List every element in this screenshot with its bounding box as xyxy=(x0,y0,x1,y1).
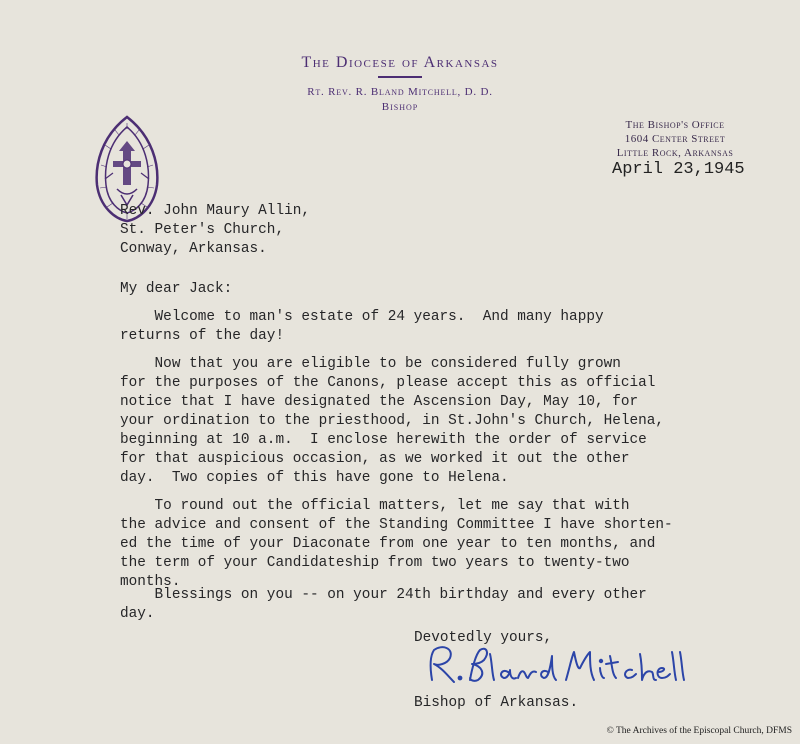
paragraph-line: for that auspicious occasion, as we worked it out the other xyxy=(120,451,630,467)
signer-title: Bishop of Arkansas. xyxy=(414,695,579,711)
paragraph-line: ed the time of your Diaconate from one year to ten months, and xyxy=(120,536,656,552)
closing: Devotedly yours, xyxy=(414,630,553,646)
diocese-name: The Diocese of Arkansas xyxy=(301,54,499,71)
address-line: Conway, Arkansas. xyxy=(120,241,267,257)
salutation: My dear Jack: xyxy=(120,281,233,297)
paragraph-line: To round out the official matters, let me say that with xyxy=(120,498,630,514)
paragraph-line: notice that I have designated the Ascension Day, May 10, for xyxy=(120,394,639,410)
paragraph-line: your ordination to the priesthood, in St.John's Church, Helena, xyxy=(120,413,665,429)
paragraph-line: beginning at 10 a.m. I enclose herewith the order of service xyxy=(120,432,647,448)
address-line: Rev. John Maury Allin, xyxy=(120,203,310,219)
paragraph-line: day. Two copies of this have gone to Helena. xyxy=(120,470,509,486)
copyright-notice: © The Archives of the Episcopal Church, DFMS xyxy=(606,726,792,736)
bishop-name: Rt. Rev. R. Bland Mitchell, D. D. xyxy=(307,86,493,98)
paragraph-line: the advice and consent of the Standing Committee I have shorten- xyxy=(120,517,673,533)
paragraph-line: Welcome to man's estate of 24 years. And many happy xyxy=(120,309,604,325)
letterhead-rule xyxy=(378,76,422,78)
office-line: 1604 Center Street xyxy=(624,133,726,145)
office-address xyxy=(600,118,750,160)
paragraph-line: returns of the day! xyxy=(120,328,285,344)
bishop-title: Bishop xyxy=(381,101,419,113)
paragraph-line: the term of your Candidateship from two years to twenty-two xyxy=(120,555,630,571)
paragraph-line: Now that you are eligible to be considered fully grown xyxy=(120,356,621,372)
office-line: The Bishop's Office xyxy=(625,119,725,131)
office-line: Little Rock, Arkansas xyxy=(616,147,734,159)
address-line: St. Peter's Church, xyxy=(120,222,285,238)
paragraph-line: day. xyxy=(120,606,155,622)
paragraph-line: months. xyxy=(120,574,181,590)
paragraph-line: Blessings on you -- on your 24th birthday and every other xyxy=(120,587,647,603)
paragraph-line: for the purposes of the Canons, please accept this as official xyxy=(120,375,656,391)
letter-date: April 23,1945 xyxy=(612,160,745,179)
signature-icon xyxy=(420,642,690,688)
